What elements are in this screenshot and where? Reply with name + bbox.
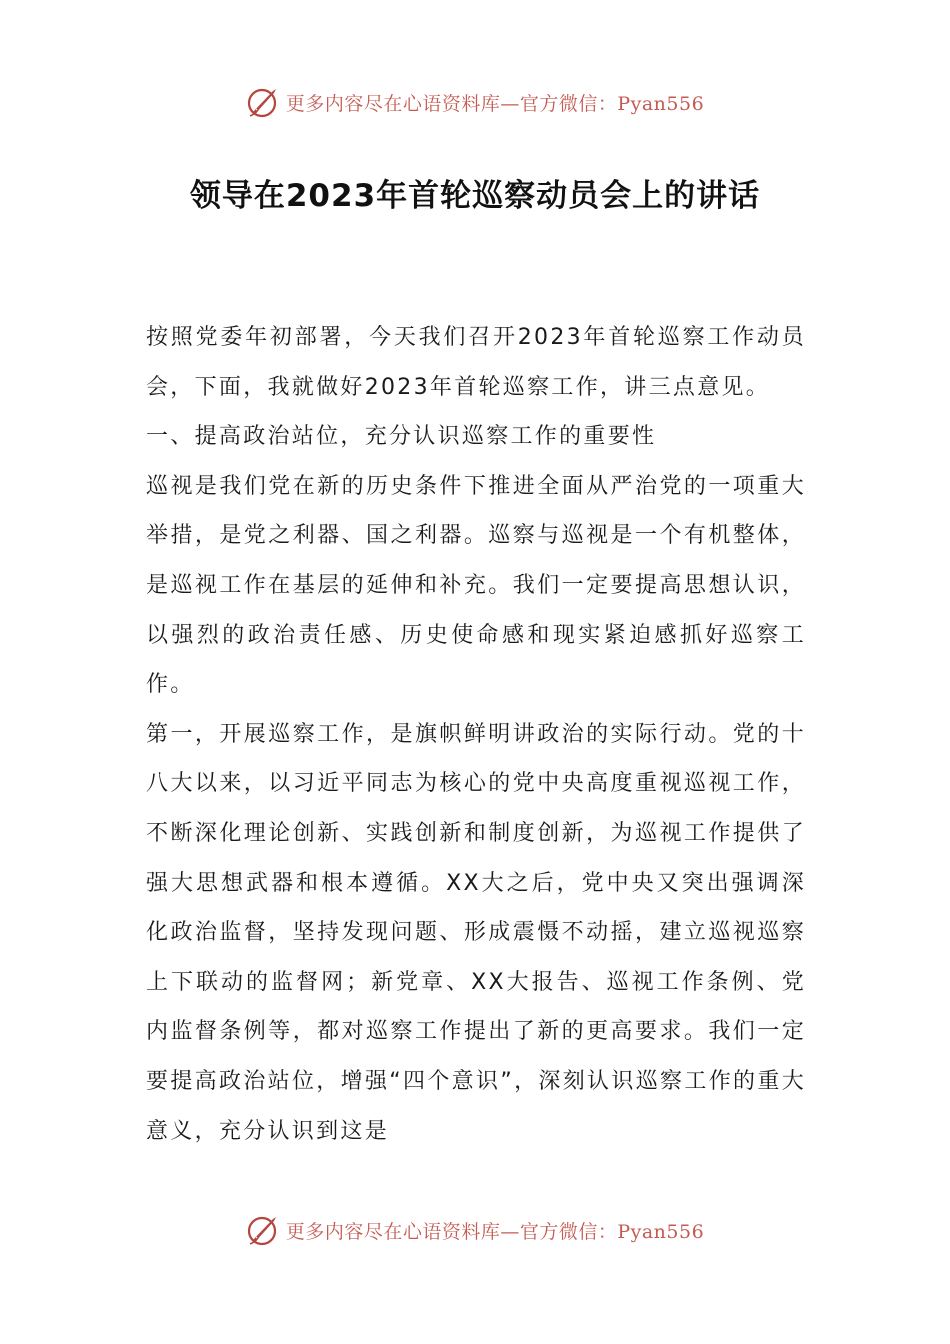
section-heading-1: 一、提高政治站位，充分认识巡察工作的重要性 (146, 424, 657, 450)
paragraph-inspection-significance: 巡视是我们党在新的历史条件下推进全面从严治党的一项重大举措，是党之利器、国之利器。巡察与巡视是一个有机整体，是巡视工作在基层的延伸和补充。我们一定要提高思想认识，以强烈的政治责任感、历史使命感和现实紧迫感抓好巡察工作。 (146, 473, 806, 698)
watermark-text: 更多内容尽在心语资料库—官方微信：Pyan556 (285, 92, 705, 115)
quill-pen-logo-icon (246, 85, 280, 119)
watermark-text: 更多内容尽在心语资料库—官方微信：Pyan556 (285, 1220, 705, 1243)
document-body (146, 313, 806, 1156)
header-watermark (0, 82, 950, 122)
paragraph-point-one: 第一，开展巡察工作，是旗帜鲜明讲政治的实际行动。党的十八大以来，以习近平同志为核心的党中央高度重视巡视工作，不断深化理论创新、实践创新和制度创新，为巡视工作提供了强大思想武器和根本遵循。XX大之后，党中央又突出强调深化政治监督，坚持发现问题、形成震慑不动摇，建立巡视巡察上下联动的监督网；新党章、XX大报告、巡视工作条例、党内监督条例等，都对巡察工作提出了新的更高要求。我们一定要提高政治站位，增强“四个意识”，深刻认识巡察工作的重大意义，充分认识到这是 (146, 721, 806, 1144)
paragraph-intro: 按照党委年初部署，今天我们召开2023年首轮巡察工作动员会，下面，我就做好2023年首轮巡察工作，讲三点意见。 (146, 325, 806, 400)
footer-watermark (0, 1210, 950, 1250)
document-title: 领导在2023年首轮巡察动员会上的讲话 (189, 178, 761, 214)
quill-pen-logo-icon (246, 1213, 280, 1247)
